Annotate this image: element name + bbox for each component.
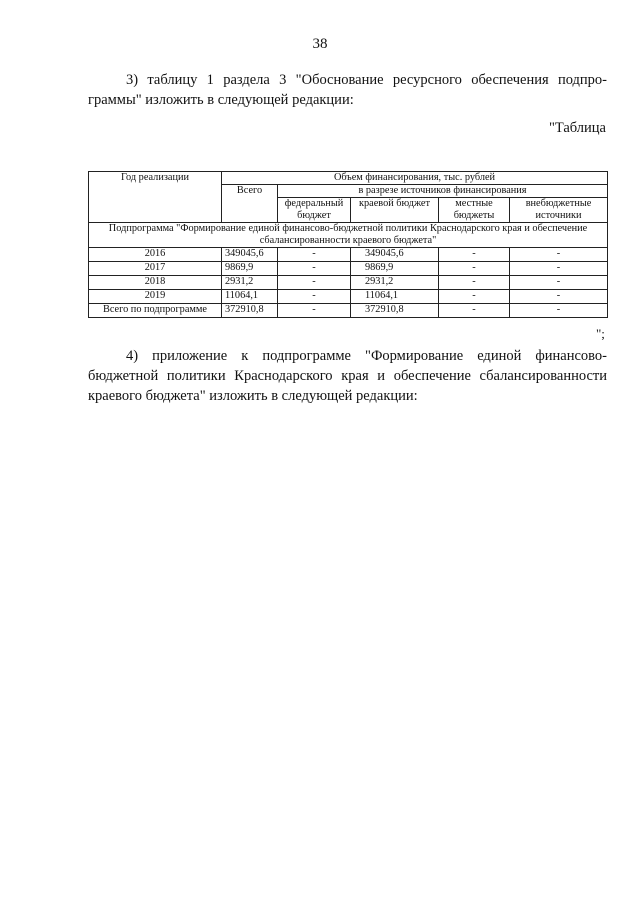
table-row [89,290,608,304]
row-extra: - [510,276,608,290]
table-caption: "Таблица [548,120,606,136]
row-total: 11064,1 [222,290,278,304]
header-local: местные бюджеты [439,198,510,223]
row-local: - [439,248,510,262]
item4-line-2: бюджетной политики Краснодарского края и обеспечение сбалансированности [88,368,607,384]
row-year: 2019 [89,290,222,304]
row-regional: 372910,8 [351,304,439,318]
header-total: Всего [222,185,278,223]
item4-paragraph [88,346,607,406]
row-total: 2931,2 [222,276,278,290]
funding-table [88,171,608,318]
table-closing-quote: "; [596,326,605,341]
row-extra: - [510,262,608,276]
row-year: 2018 [89,276,222,290]
row-extra: - [510,304,608,318]
row-year: 2017 [89,262,222,276]
row-total: 9869,9 [222,262,278,276]
row-federal: - [278,276,351,290]
row-regional: 11064,1 [351,290,439,304]
row-total: 372910,8 [222,304,278,318]
row-extra: - [510,290,608,304]
row-local: - [439,290,510,304]
table-row [89,248,608,262]
item4-line-1: 4) приложение к подпрограмме "Формирование единой финансово- [126,348,607,364]
row-federal: - [278,262,351,276]
intro-line-1: 3) таблицу 1 раздела 3 "Обоснование ресурсного обеспечения подпро- [126,72,607,88]
header-federal: федеральный бюджет [278,198,351,223]
row-federal: - [278,290,351,304]
row-extra: - [510,248,608,262]
table-row [89,262,608,276]
row-year: Всего по подпрограмме [89,304,222,318]
row-regional: 349045,6 [351,248,439,262]
header-extra: внебюджетные источники [510,198,608,223]
page-number: 38 [312,36,328,52]
row-regional: 2931,2 [351,276,439,290]
row-regional: 9869,9 [351,262,439,276]
intro-line-2: граммы" изложить в следующей редакции: [88,92,354,108]
table-row-total [89,304,608,318]
row-total: 349045,6 [222,248,278,262]
row-year: 2016 [89,248,222,262]
row-local: - [439,262,510,276]
subprogram-title: Подпрограмма "Формирование единой финансово-бюджетной политики Краснодарского края и обеспечение сбалансированности краевого бюджета" [89,223,608,248]
row-local: - [439,276,510,290]
row-federal: - [278,248,351,262]
table-row [89,276,608,290]
row-local: - [439,304,510,318]
header-by-sources: в разрезе источников финансирования [278,185,608,198]
header-year: Год реализации [89,172,222,223]
header-volume: Объем финансирования, тыс. рублей [222,172,608,185]
intro-paragraph [88,70,607,110]
header-regional: краевой бюджет [351,198,439,223]
row-federal: - [278,304,351,318]
item4-line-3: краевого бюджета" изложить в следующей редакции: [88,388,418,404]
